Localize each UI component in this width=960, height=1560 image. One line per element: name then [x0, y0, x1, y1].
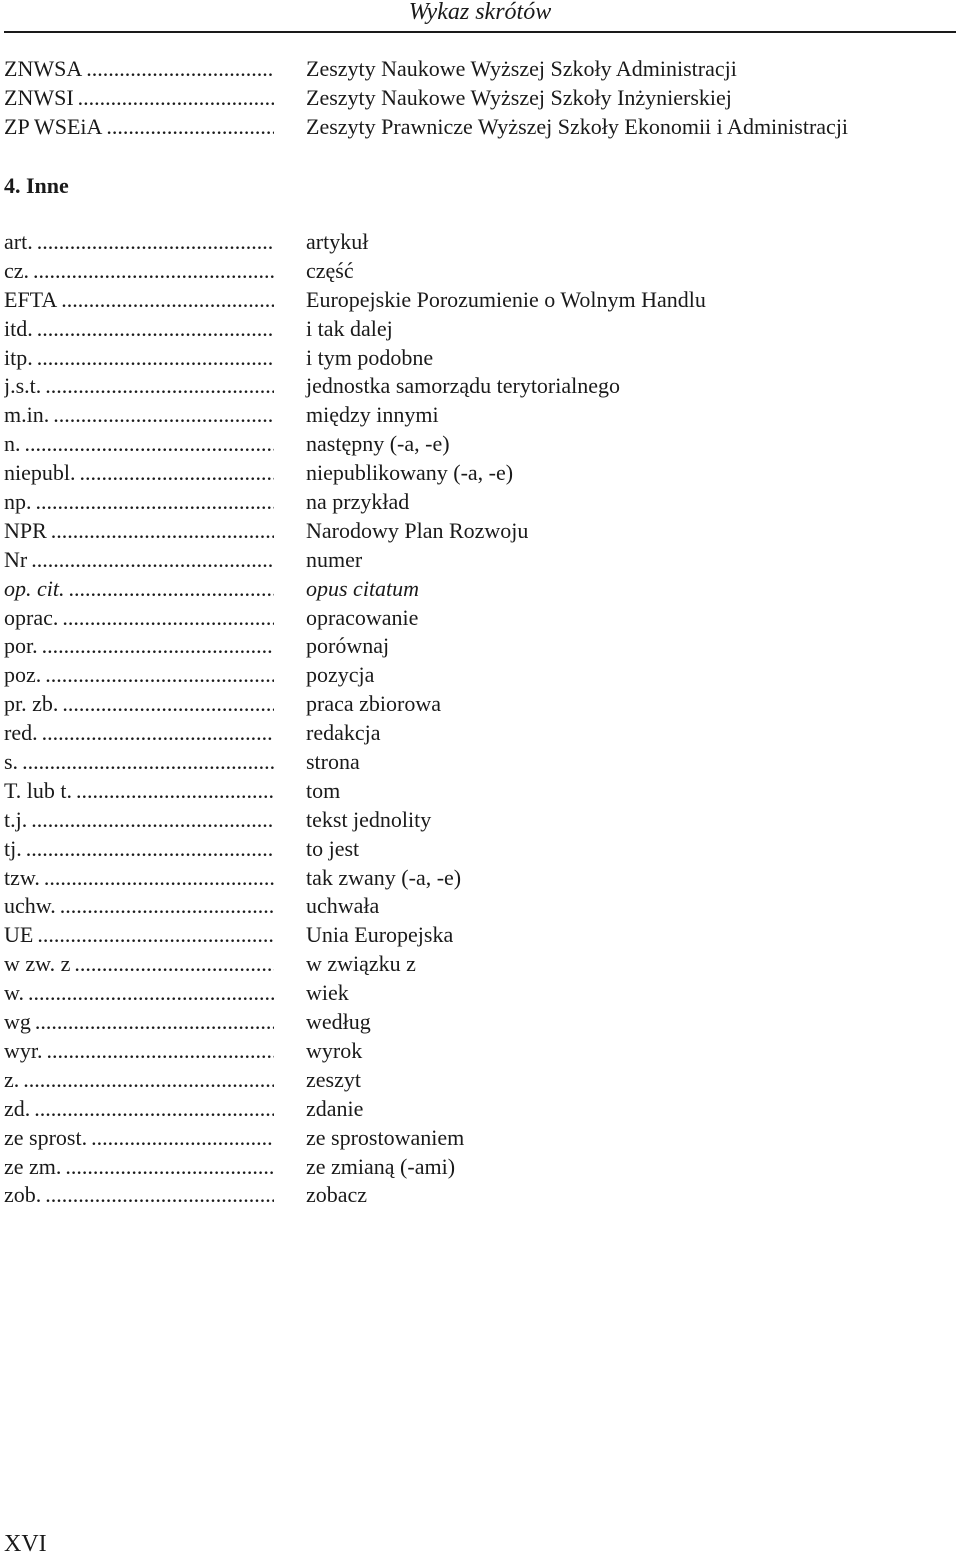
abbreviation: zob. — [4, 1182, 42, 1208]
expansion: redakcja — [306, 720, 381, 746]
abbreviation: tzw. — [4, 864, 40, 890]
leader-dots — [61, 286, 274, 315]
abbreviation: UE — [4, 922, 34, 948]
abbreviation: cz. — [4, 257, 30, 283]
abbreviation: ZNWSI — [4, 84, 74, 110]
abbreviation-row — [4, 806, 954, 835]
leader-dots — [74, 950, 274, 979]
abbreviation-row — [4, 632, 954, 661]
expansion: artykuł — [306, 229, 369, 254]
abbreviation: wg — [4, 1009, 31, 1035]
abbreviation-row — [4, 1124, 954, 1153]
abbreviation-row — [4, 488, 954, 517]
abbreviation-row — [4, 950, 954, 979]
abbreviation-row — [4, 892, 954, 921]
leader-dots — [34, 1095, 274, 1124]
abbreviation-row — [4, 921, 954, 950]
leader-dots — [45, 372, 274, 401]
leader-dots — [106, 113, 274, 142]
abbreviation: np. — [4, 489, 32, 515]
leader-dots — [37, 344, 274, 373]
expansion: Zeszyty Naukowe Wyższej Szkoły Inżynierskiej — [306, 84, 732, 110]
expansion: zeszyt — [306, 1066, 361, 1092]
leader-dots — [31, 546, 274, 575]
leader-dots — [25, 430, 275, 459]
expansion: praca zbiorowa — [306, 691, 441, 717]
page-number: XVI — [4, 1531, 47, 1557]
abbreviation: EFTA — [4, 286, 58, 312]
leader-dots — [44, 864, 274, 893]
abbreviation-row — [4, 315, 954, 344]
leader-dots — [36, 488, 275, 517]
leader-dots — [65, 1153, 274, 1182]
expansion: zdanie — [306, 1095, 364, 1121]
abbreviation-row — [4, 84, 954, 113]
expansion: pozycja — [306, 662, 375, 688]
expansion: i tak dalej — [306, 315, 393, 341]
expansion: jednostka samorządu terytorialnego — [306, 373, 621, 399]
abbreviation: T. lub t. — [4, 777, 73, 803]
abbreviation: ZP WSEiA — [4, 113, 103, 139]
abbreviation-row — [4, 546, 954, 575]
abbreviation-row — [4, 286, 954, 315]
leader-dots — [31, 806, 274, 835]
abbreviation: itp. — [4, 344, 33, 370]
abbreviation-row — [4, 719, 954, 748]
expansion: tak zwany (-a, -e) — [306, 864, 462, 890]
expansion: opus citatum — [306, 575, 420, 601]
abbreviation: w. — [4, 980, 24, 1006]
leader-dots — [42, 719, 274, 748]
expansion: Europejskie Porozumienie o Wolnym Handlu — [306, 286, 706, 312]
expansion: wiek — [306, 980, 349, 1006]
leader-dots — [53, 401, 274, 430]
abbreviation: ze sprost. — [4, 1124, 88, 1150]
abbreviation-row — [4, 690, 954, 719]
expansion: następny (-a, -e) — [306, 431, 450, 457]
abbreviation: ZNWSA — [4, 56, 83, 81]
leader-dots — [37, 921, 274, 950]
abbreviation: poz. — [4, 662, 42, 688]
abbreviation: ze zm. — [4, 1153, 62, 1179]
abbreviation-row — [4, 228, 954, 257]
expansion: Unia Europejska — [306, 922, 454, 948]
expansion: między innymi — [306, 402, 439, 428]
abbreviation: n. — [4, 431, 21, 457]
abbreviation: m.in. — [4, 402, 50, 428]
expansion: na przykład — [306, 489, 410, 515]
abbreviation: uchw. — [4, 893, 56, 919]
expansion: uchwała — [306, 893, 380, 919]
abbreviation-row — [4, 835, 954, 864]
leader-dots — [28, 979, 274, 1008]
abbreviation: pr. zb. — [4, 691, 59, 717]
abbreviation: op. cit. — [4, 575, 65, 601]
leader-dots — [62, 604, 274, 633]
running-head: Wykaz skrótów — [408, 0, 552, 25]
abbreviation-row — [4, 372, 954, 401]
abbreviation: j.s.t. — [4, 373, 42, 399]
abbreviation: wyr. — [4, 1037, 43, 1063]
abbreviation-row — [4, 1095, 954, 1124]
expansion: Narodowy Plan Rozwoju — [306, 517, 529, 543]
leader-dots — [47, 1037, 275, 1066]
expansion: numer — [306, 546, 363, 572]
leader-dots — [60, 892, 274, 921]
header-rule — [4, 31, 956, 33]
expansion: opracowanie — [306, 604, 419, 630]
abbreviation: tj. — [4, 835, 22, 861]
leader-dots — [33, 257, 274, 286]
abbreviation: NPR — [4, 517, 47, 543]
expansion: ze sprostowaniem — [306, 1124, 465, 1150]
expansion: według — [306, 1009, 371, 1035]
abbreviation-row — [4, 1153, 954, 1182]
abbreviation-row — [4, 1037, 954, 1066]
abbreviation-row — [4, 864, 954, 893]
expansion: to jest — [306, 835, 360, 861]
abbreviation: s. — [4, 749, 19, 775]
leader-dots — [45, 661, 274, 690]
expansion: część — [306, 257, 354, 283]
leader-dots — [69, 575, 275, 604]
leader-dots — [37, 315, 274, 344]
leader-dots — [91, 1124, 274, 1153]
expansion: niepublikowany (-a, -e) — [306, 460, 514, 486]
expansion: strona — [306, 749, 360, 775]
abbreviation-row — [4, 344, 954, 373]
abbreviation: Nr — [4, 546, 28, 572]
abbreviation: red. — [4, 720, 38, 746]
leader-dots — [23, 1066, 274, 1095]
abbreviation: niepubl. — [4, 460, 76, 486]
leader-dots — [62, 690, 274, 719]
abbreviation: zd. — [4, 1095, 31, 1121]
abbreviation: oprac. — [4, 604, 59, 630]
abbreviation-row — [4, 1181, 954, 1210]
other-abbreviation-list — [4, 228, 954, 1210]
abbreviation: itd. — [4, 315, 33, 341]
abbreviation-row — [4, 979, 954, 1008]
abbreviation-row — [4, 430, 954, 459]
abbreviation-row — [4, 575, 954, 604]
expansion: ze zmianą (-ami) — [306, 1153, 456, 1179]
leader-dots — [45, 1181, 274, 1210]
leader-dots — [42, 632, 274, 661]
leader-dots — [51, 517, 274, 546]
abbreviation-row — [4, 459, 954, 488]
abbreviation: art. — [4, 229, 33, 254]
abbreviation: z. — [4, 1066, 20, 1092]
expansion: Zeszyty Prawnicze Wyższej Szkoły Ekonomii i Administracji — [306, 113, 849, 139]
abbreviation-row — [4, 1066, 954, 1095]
section-heading: 4. Inne — [4, 173, 69, 198]
leader-dots — [86, 55, 274, 84]
abbreviation: por. — [4, 633, 38, 659]
abbreviation-row — [4, 1008, 954, 1037]
leader-dots — [80, 459, 275, 488]
abbreviation-row — [4, 55, 954, 84]
abbreviation-row — [4, 661, 954, 690]
expansion: zobacz — [306, 1182, 368, 1208]
abbreviation: t.j. — [4, 806, 28, 832]
leader-dots — [35, 1008, 274, 1037]
abbreviation-row — [4, 517, 954, 546]
abbreviation-row — [4, 748, 954, 777]
leader-dots — [78, 84, 274, 113]
expansion: Zeszyty Naukowe Wyższej Szkoły Administracji — [306, 56, 737, 81]
leader-dots — [22, 748, 274, 777]
abbreviation-row — [4, 777, 954, 806]
leader-dots — [37, 228, 274, 257]
expansion: tekst jednolity — [306, 806, 432, 832]
leader-dots — [76, 777, 274, 806]
expansion: porównaj — [306, 633, 390, 659]
expansion: wyrok — [306, 1037, 363, 1063]
expansion: tom — [306, 777, 341, 803]
abbreviation: w zw. z — [4, 951, 71, 977]
abbreviation-row — [4, 113, 954, 142]
abbreviation-row — [4, 401, 954, 430]
expansion: w związku z — [306, 951, 416, 977]
leader-dots — [26, 835, 274, 864]
journal-abbreviation-list — [4, 55, 954, 142]
abbreviation-row — [4, 604, 954, 633]
abbreviation-row — [4, 257, 954, 286]
expansion: i tym podobne — [306, 344, 434, 370]
